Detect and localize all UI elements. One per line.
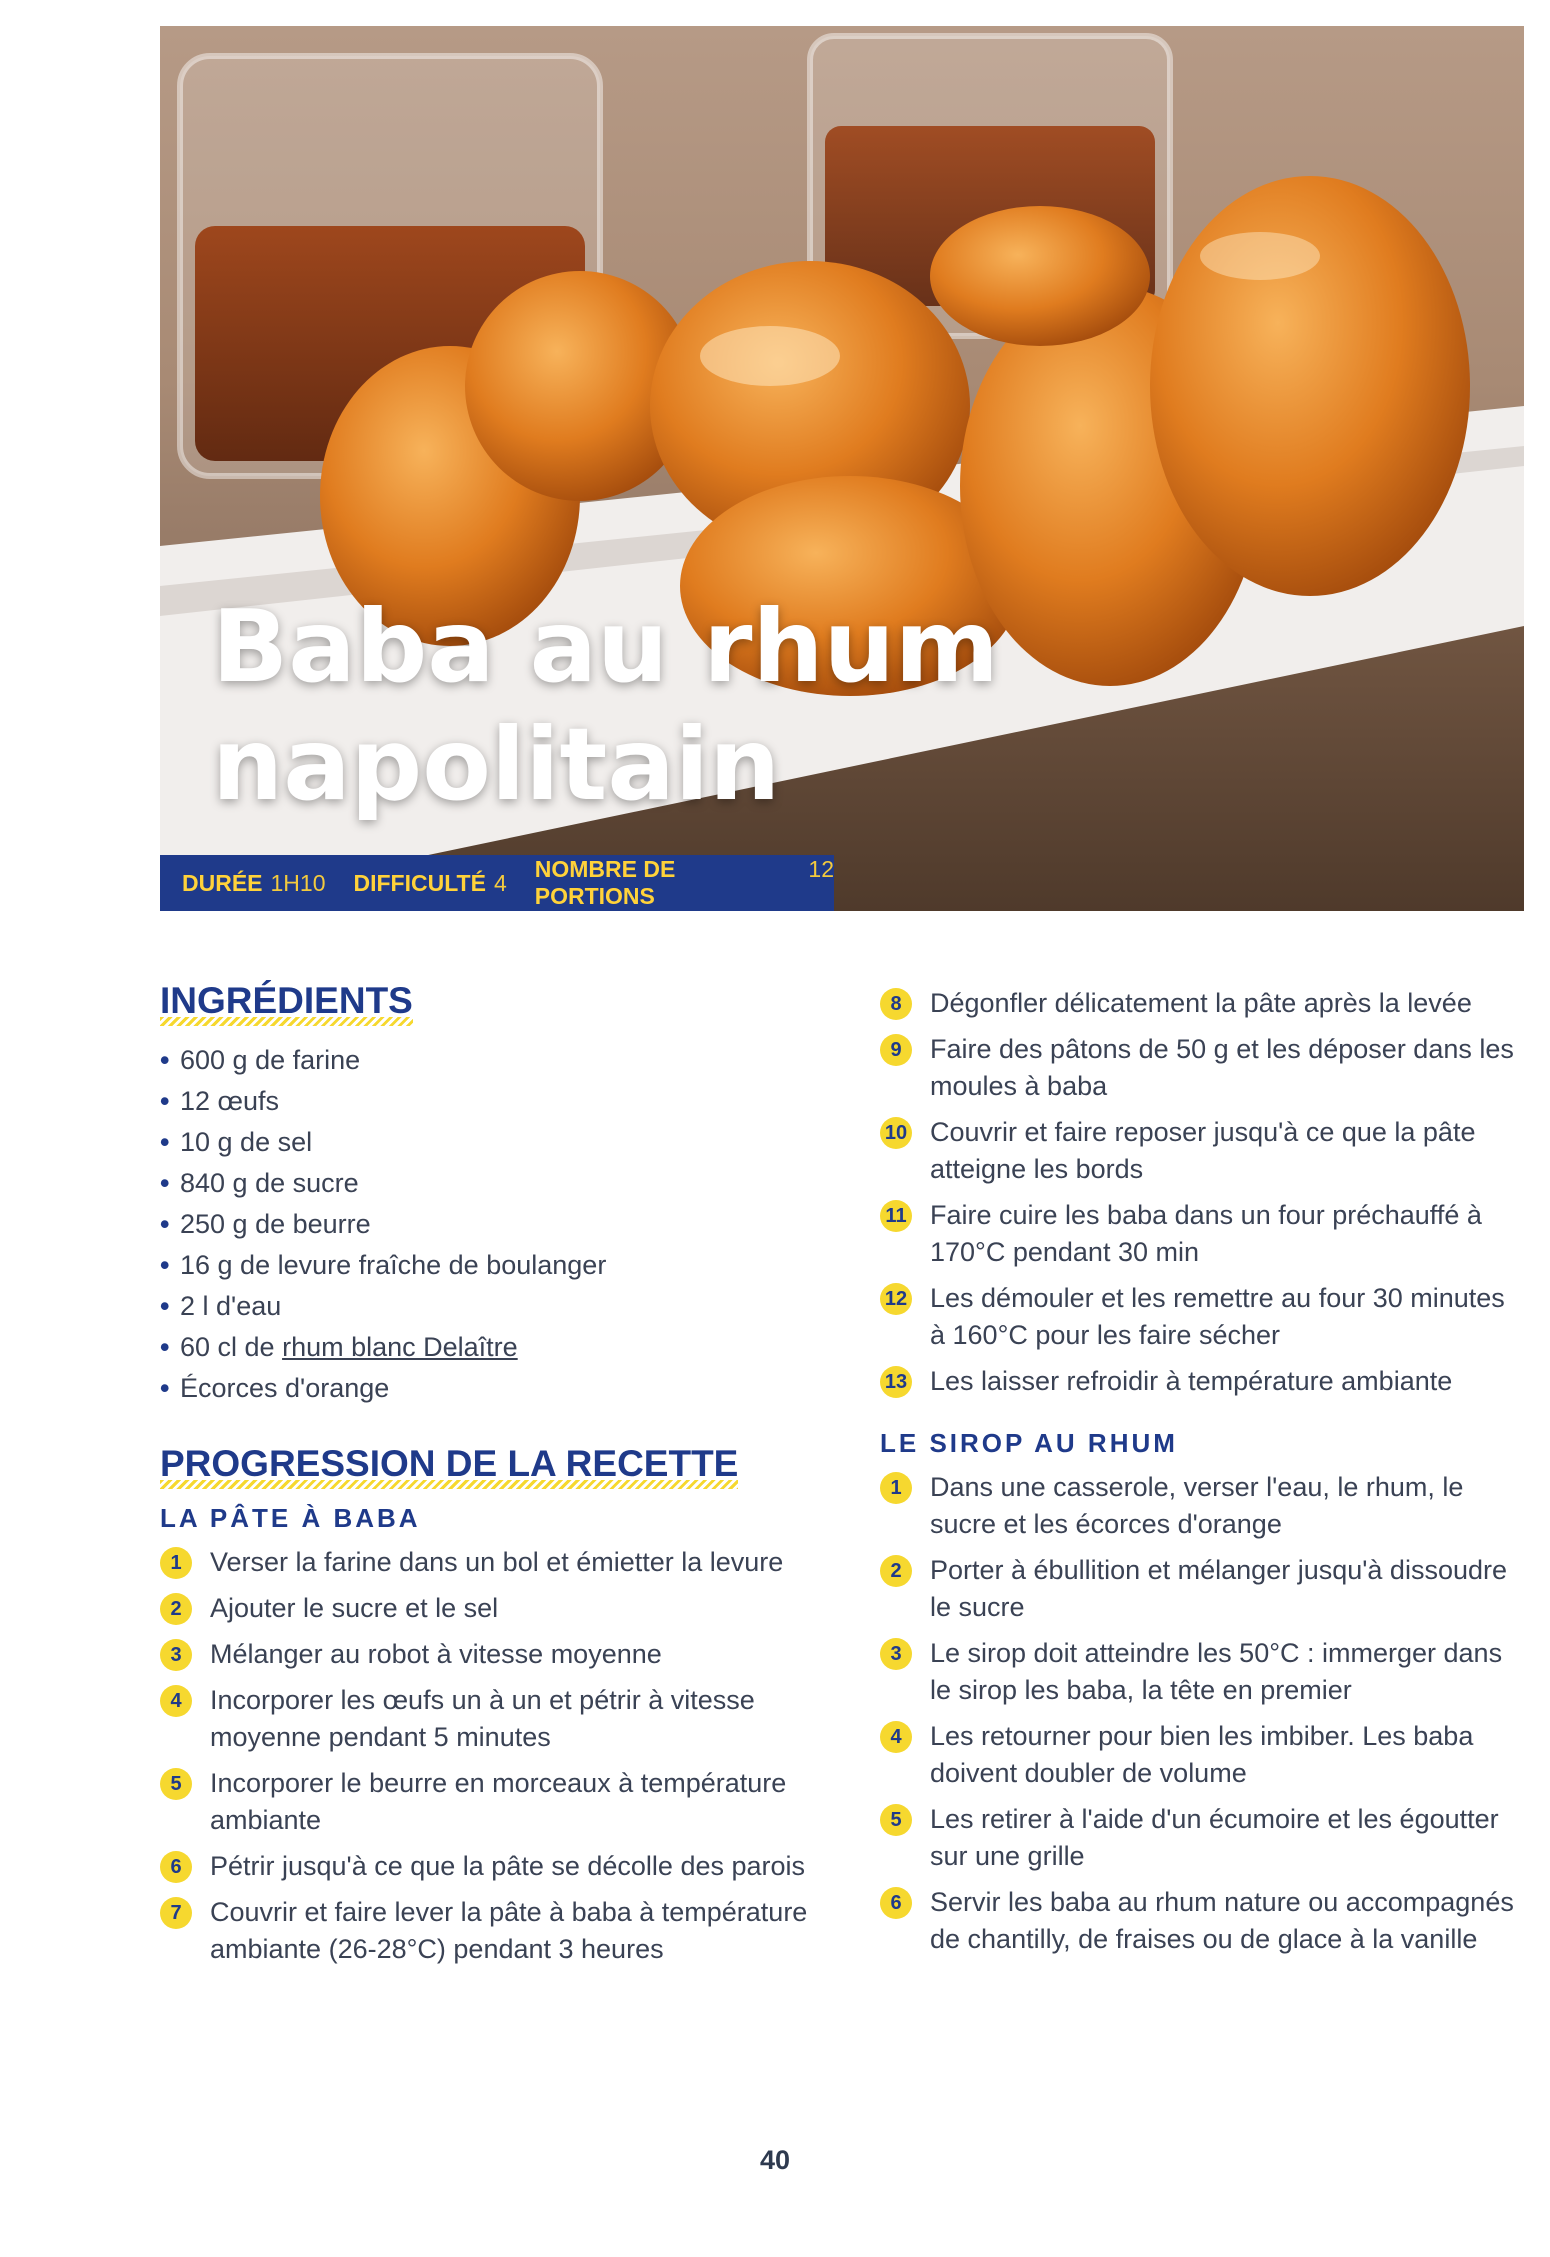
list-item: 11 Faire cuire les baba dans un four préchauffé à 170°C pendant 30 min — [880, 1197, 1520, 1271]
step-number-badge: 3 — [160, 1639, 192, 1671]
step-number-badge: 4 — [880, 1721, 912, 1753]
step-number-badge: 1 — [160, 1547, 192, 1579]
recipe-title-line2: napolitain — [212, 706, 781, 823]
recipe-title — [212, 588, 999, 824]
list-item: 4 Incorporer les œufs un à un et pétrir à vitesse moyenne pendant 5 minutes — [160, 1682, 820, 1756]
list-item: 3 Mélanger au robot à vitesse moyenne — [160, 1636, 820, 1673]
list-item: 8 Dégonfler délicatement la pâte après la levée — [880, 985, 1520, 1022]
list-item: 9 Faire des pâtons de 50 g et les déposer dans les moules à baba — [880, 1031, 1520, 1105]
page-number: 40 — [759, 2145, 791, 2175]
step-number-badge: 2 — [880, 1555, 912, 1587]
meta-label: NOMBRE DE PORTIONS — [534, 856, 676, 909]
step-number-badge: 8 — [880, 988, 912, 1020]
step-number-badge: 6 — [880, 1887, 912, 1919]
step-number-badge: 1 — [880, 1472, 912, 1504]
step-number-badge: 5 — [880, 1804, 912, 1836]
list-item: 5 Incorporer le beurre en morceaux à température ambiante — [160, 1765, 820, 1839]
recipe-title-line1: Baba au rhum — [212, 588, 999, 705]
meta-difficulty — [354, 870, 507, 897]
list-item: 13 Les laisser refroidir à température ambiante — [880, 1363, 1520, 1400]
list-item: 2 Porter à ébullition et mélanger jusqu'à dissoudre le sucre — [880, 1552, 1520, 1626]
hero-photo — [160, 26, 1524, 911]
list-item: • 16 g de levure fraîche de boulanger — [160, 1250, 607, 1280]
list-item: 1 Dans une casserole, verser l'eau, le rhum, le sucre et les écorces d'orange — [880, 1469, 1520, 1543]
sirop-steps-list — [880, 1469, 1520, 1958]
list-item: • 250 g de beurre — [160, 1209, 371, 1239]
list-item: • 12 œufs — [160, 1086, 280, 1116]
list-item: 7 Couvrir et faire lever la pâte à baba à température ambiante (26-28°C) pendant 3 heures — [160, 1894, 820, 1968]
list-item: 1 Verser la farine dans un bol et émietter la levure — [160, 1544, 820, 1581]
meta-label: DIFFICULTÉ — [353, 869, 486, 896]
meta-duration — [182, 870, 326, 897]
ingredients-list — [160, 1040, 820, 1409]
meta-portions — [535, 856, 834, 910]
pate-steps-list — [160, 1544, 820, 1968]
ingredients-heading: INGRÉDIENTS — [160, 980, 413, 1026]
meta-label: DURÉE — [182, 869, 263, 896]
list-item: 6 Pétrir jusqu'à ce que la pâte se décolle des parois — [160, 1848, 820, 1885]
recipe-meta-bar — [160, 855, 834, 911]
step-number-badge: 10 — [880, 1117, 912, 1149]
meta-value: 4 — [493, 869, 507, 896]
right-column — [880, 985, 1520, 1967]
list-item: 4 Les retourner pour bien les imbiber. Les baba doivent doubler de volume — [880, 1718, 1520, 1792]
meta-value: 1H10 — [270, 869, 326, 896]
step-number-badge: 3 — [880, 1638, 912, 1670]
list-item: • 600 g de farine — [160, 1045, 361, 1075]
step-number-badge: 12 — [880, 1283, 912, 1315]
list-item: 6 Servir les baba au rhum nature ou accompagnés de chantilly, de fraises ou de glace à la vanille — [880, 1884, 1520, 1958]
left-column — [160, 980, 820, 1977]
pate-steps-continued — [880, 985, 1520, 1400]
progression-heading: PROGRESSION DE LA RECETTE — [160, 1443, 738, 1489]
step-number-badge: 7 — [160, 1897, 192, 1929]
rum-link[interactable]: rhum blanc Delaître — [282, 1332, 518, 1362]
list-item: 5 Les retirer à l'aide d'un écumoire et les égoutter sur une grille — [880, 1801, 1520, 1875]
step-number-badge: 2 — [160, 1593, 192, 1625]
step-number-badge: 9 — [880, 1034, 912, 1066]
list-item: 10 Couvrir et faire reposer jusqu'à ce que la pâte atteigne les bords — [880, 1114, 1520, 1188]
list-item: • 60 cl de rhum blanc Delaître — [160, 1332, 518, 1362]
step-number-badge: 5 — [160, 1768, 192, 1800]
step-number-badge: 6 — [160, 1851, 192, 1883]
list-item: • 2 l d'eau — [160, 1291, 282, 1321]
list-item: 2 Ajouter le sucre et le sel — [160, 1590, 820, 1627]
list-item: • 10 g de sel — [160, 1127, 313, 1157]
step-number-badge: 4 — [160, 1685, 192, 1717]
step-number-badge: 13 — [880, 1366, 912, 1398]
meta-value: 12 — [808, 856, 834, 882]
list-item: 12 Les démouler et les remettre au four 30 minutes à 160°C pour les faire sécher — [880, 1280, 1520, 1354]
step-number-badge: 11 — [880, 1200, 912, 1232]
list-item: 3 Le sirop doit atteindre les 50°C : immerger dans le sirop les baba, la tête en premier — [880, 1635, 1520, 1709]
list-item: • Écorces d'orange — [160, 1373, 390, 1403]
sirop-heading: LE SIROP AU RHUM — [880, 1428, 1178, 1458]
list-item: • 840 g de sucre — [160, 1168, 359, 1198]
pate-heading: LA PÂTE À BABA — [160, 1503, 421, 1533]
